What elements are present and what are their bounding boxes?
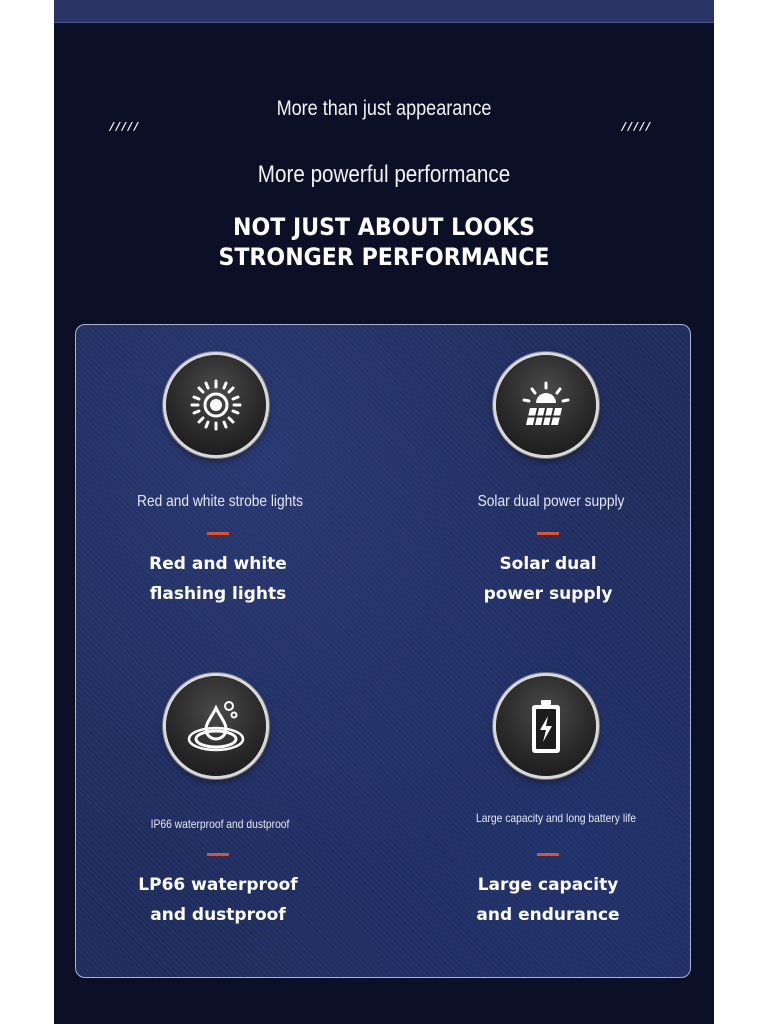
feature-1-small-label: Red and white strobe lights — [137, 493, 303, 510]
solar-panel-icon — [496, 355, 596, 455]
top-bar — [54, 0, 714, 23]
feature-2-accent-dash — [537, 532, 559, 535]
feature-2-title — [398, 549, 691, 609]
sun-icon — [166, 355, 266, 455]
feature-2-small-label: Solar dual power supply — [477, 493, 625, 510]
feature-3-title-line-1: LP66 waterproof — [138, 875, 298, 895]
headline-line-1: NOT JUST ABOUT LOOKS — [232, 213, 535, 241]
content-panel — [54, 0, 714, 1024]
feature-3-accent-dash — [207, 853, 229, 856]
page-headline — [80, 212, 687, 272]
decorative-slashes-right: ///// — [622, 120, 653, 133]
feature-1-accent-dash — [207, 532, 229, 535]
feature-3-small-label: IP66 waterproof and dustproof — [150, 817, 290, 831]
feature-3-title — [75, 870, 368, 930]
subtitle-appearance: More than just appearance — [276, 97, 492, 120]
feature-4-accent-dash — [537, 853, 559, 856]
battery-icon — [496, 676, 596, 776]
features-card — [75, 324, 691, 978]
feature-2-title-line-1: Solar dual — [499, 554, 597, 574]
headline-line-2: STRONGER PERFORMANCE — [218, 243, 550, 271]
feature-4-title — [398, 870, 691, 930]
feature-2-title-line-2: power supply — [483, 584, 613, 604]
water-drop-icon — [166, 676, 266, 776]
feature-4-title-line-2: and endurance — [476, 905, 620, 925]
feature-1-title-line-2: flashing lights — [149, 584, 287, 604]
decorative-slashes-left: ///// — [110, 120, 141, 133]
feature-4-small-label: Large capacity and long battery life — [475, 811, 637, 825]
feature-3-title-line-2: and dustproof — [150, 905, 286, 925]
feature-1-title-line-1: Red and white — [149, 554, 287, 574]
subtitle-performance: More powerful performance — [257, 161, 511, 188]
feature-4-title-line-1: Large capacity — [477, 875, 619, 895]
feature-1-title — [75, 549, 368, 609]
